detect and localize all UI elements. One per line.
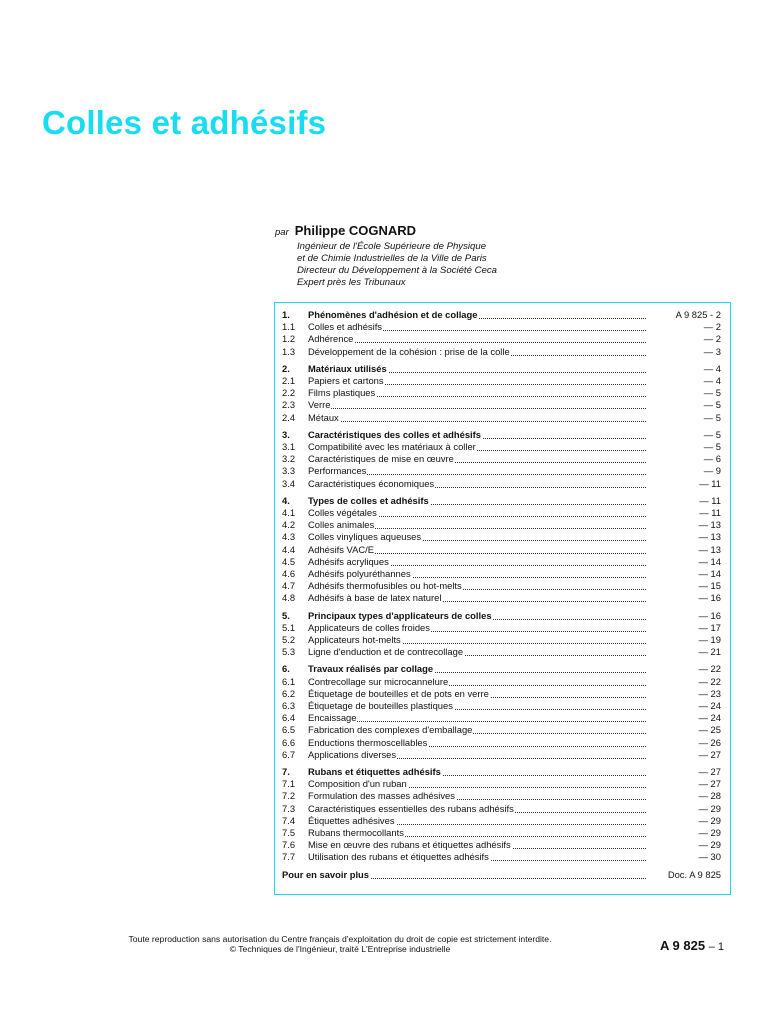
- toc-entry-label-wrap: [308, 465, 646, 477]
- toc-entry-page: — 14: [698, 555, 721, 567]
- toc-entry-number: 4.3: [282, 531, 296, 543]
- toc-entry-label: Travaux réalisés par collage: [308, 663, 434, 675]
- toc-entry-number: 3.: [282, 428, 290, 440]
- toc-entry-label-wrap: [308, 321, 646, 333]
- toc-entry[interactable]: [275, 412, 730, 424]
- toc-entry-page: — 6: [703, 453, 721, 465]
- toc-entry[interactable]: [275, 453, 730, 465]
- toc-entry[interactable]: [275, 851, 730, 863]
- toc-entry-label-wrap: [308, 375, 646, 387]
- toc-entry-page: — 13: [698, 531, 721, 543]
- toc-entry-number: 5.: [282, 609, 290, 621]
- toc-entry-label-wrap: [308, 815, 646, 827]
- toc-entry-page: — 21: [698, 646, 721, 658]
- toc-entry-label: Adhésifs à base de latex naturel: [308, 592, 442, 604]
- toc-entry-number: 7.4: [282, 814, 296, 826]
- toc-entry-page: — 2: [703, 321, 721, 333]
- toc-entry-label: Adhésifs thermofusibles ou hot-melts: [308, 580, 462, 592]
- toc-entry-label: Caractéristiques essentielles des rubans adhésifs: [308, 802, 514, 814]
- toc-entry-number: 3.1: [282, 441, 296, 452]
- toc-entry-number: 2.3: [282, 399, 296, 411]
- toc-section-entry[interactable]: [275, 309, 730, 321]
- toc-entry-number: 7.7: [282, 851, 296, 863]
- toc-section-entry[interactable]: [275, 495, 730, 507]
- dot-leader: [308, 342, 646, 343]
- toc-entry-page: — 27: [698, 766, 721, 777]
- toc-entry-label-wrap: [308, 478, 646, 490]
- copyright-source: © Techniques de l'Ingénieur, traité L'Entreprise industrielle: [229, 944, 451, 954]
- toc-entry[interactable]: [275, 580, 730, 592]
- toc-entry-label-wrap: [308, 399, 646, 411]
- toc-entry-label-wrap: [308, 663, 646, 675]
- toc-entry-label-wrap: [308, 556, 646, 568]
- toc-entry-page: — 16: [698, 609, 721, 621]
- toc-entry[interactable]: [275, 839, 730, 851]
- toc-entry-label: Colles et adhésifs: [308, 321, 382, 333]
- toc-entry-page: — 26: [698, 736, 721, 748]
- toc-entry-label-wrap: [308, 519, 646, 531]
- toc-entry-number: 4.: [282, 494, 290, 506]
- toc-entry-label-wrap: [308, 387, 646, 399]
- toc-entry-label: Caractéristiques de mise en œuvre: [308, 453, 454, 465]
- toc-entry-label-wrap: [308, 778, 646, 790]
- toc-entry-label: Enductions thermoscellables: [308, 736, 428, 748]
- toc-entry-number: 6.2: [282, 687, 296, 699]
- toc-entry[interactable]: [275, 700, 730, 712]
- toc-entry[interactable]: [275, 592, 730, 604]
- toc-entry-label: Encaissage: [308, 712, 357, 724]
- toc-entry-label: Phénomènes d'adhésion et de collage: [308, 309, 478, 320]
- toc-entry-label-wrap: [308, 700, 646, 712]
- toc-entry-number: 6.1: [282, 675, 296, 687]
- credential-line: et de Chimie Industrielles de la Ville de Paris: [297, 253, 487, 264]
- toc-entry[interactable]: [275, 399, 730, 411]
- toc-entry-label: Développement de la cohésion : prise de la colle: [308, 345, 510, 357]
- toc-section-entry[interactable]: [275, 429, 730, 441]
- document-title: Colles et adhésifs: [42, 104, 327, 141]
- toc-entry-label-wrap: [308, 851, 646, 863]
- toc-entry-page: — 29: [698, 839, 721, 851]
- toc-entry[interactable]: [275, 375, 730, 387]
- toc-entry-page: — 30: [698, 851, 721, 863]
- toc-entry-page: — 17: [698, 621, 721, 633]
- toc-entry-label: Étiquetage de bouteilles et de pots en verre: [308, 687, 489, 699]
- toc-entry[interactable]: [275, 737, 730, 749]
- toc-entry-number: 4.5: [282, 555, 296, 567]
- page-number: – 1: [708, 941, 724, 953]
- toc-entry-number: 4.4: [282, 543, 296, 555]
- author-credentials: [297, 241, 497, 289]
- toc-entry-page: — 23: [698, 687, 721, 699]
- toc-entry-page: — 11: [699, 494, 721, 506]
- toc-entry-label: Adhésifs acryliques: [308, 555, 389, 567]
- toc-entry-label-wrap: [308, 610, 646, 622]
- toc-entry[interactable]: [275, 519, 730, 531]
- toc-entry-number: 6.6: [282, 736, 296, 748]
- toc-entry-number: 4.2: [282, 519, 296, 531]
- toc-entry-label: Verre: [308, 399, 331, 411]
- toc-entry-number: 3.2: [282, 453, 296, 465]
- toc-entry-page: — 16: [698, 592, 721, 604]
- toc-entry-label: Pour en savoir plus: [282, 868, 370, 880]
- toc-entry[interactable]: [275, 815, 730, 827]
- copyright-notice: Toute reproduction sans autorisation du Centre français d'exploitation du droit de copie est strictement interdite.: [128, 934, 552, 944]
- toc-entry-page: — 9: [703, 465, 721, 477]
- toc-entry-label: Compatibilité avec les matériaux à coller: [308, 441, 476, 452]
- toc-entry-label-wrap: [308, 712, 646, 724]
- toc-entry-label: Principaux types d'applicateurs de colles: [308, 609, 492, 621]
- toc-entry-number: 7.5: [282, 827, 296, 838]
- document-code: A 9 825: [660, 938, 706, 953]
- table-of-contents: [274, 302, 731, 895]
- toc-section-entry[interactable]: [275, 363, 730, 375]
- toc-entry[interactable]: [275, 568, 730, 580]
- toc-entry-label: Contrecollage sur microcannelure: [308, 675, 449, 687]
- toc-section-entry[interactable]: [275, 610, 730, 622]
- toc-entry-label-wrap: [308, 634, 646, 646]
- toc-entry-label: Adhérence: [308, 333, 354, 345]
- toc-entry-label-wrap: [308, 592, 646, 604]
- toc-entry-page: — 19: [698, 634, 721, 645]
- toc-entry-label: Utilisation des rubans et étiquettes adhésifs: [308, 851, 489, 863]
- toc-entry-label: Adhésifs VAC/E: [308, 543, 374, 555]
- toc-entry[interactable]: [275, 346, 730, 358]
- toc-entry-label-wrap: [308, 429, 646, 441]
- toc-entry-page: — 5: [703, 428, 721, 440]
- toc-entry-label: Ligne d'enduction et de contrecollage: [308, 646, 464, 658]
- toc-entry-number: 6.5: [282, 724, 296, 736]
- toc-entry[interactable]: [275, 478, 730, 490]
- toc-entry-label-wrap: [308, 495, 646, 507]
- toc-entry-label: Colles animales: [308, 519, 375, 531]
- toc-entry[interactable]: [275, 321, 730, 333]
- toc-entry-label-wrap: [308, 676, 646, 688]
- toc-entry[interactable]: [275, 387, 730, 399]
- toc-entry[interactable]: [275, 724, 730, 736]
- toc-entry-number: 3.3: [282, 465, 296, 477]
- toc-entry-number: 4.1: [282, 507, 296, 518]
- toc-entry-page: — 28: [698, 790, 721, 802]
- toc-entry-label-wrap: [308, 622, 646, 634]
- toc-entry[interactable]: [275, 622, 730, 634]
- toc-section-entry[interactable]: [275, 766, 730, 778]
- toc-entry[interactable]: [275, 712, 730, 724]
- toc-entry-number: 5.3: [282, 646, 296, 658]
- toc-entry-page: — 29: [698, 802, 721, 814]
- toc-entry-number: 1.2: [282, 333, 296, 345]
- toc-entry[interactable]: [275, 544, 730, 556]
- toc-entry-label: Caractéristiques économiques: [308, 477, 435, 489]
- toc-entry-label-wrap: [308, 803, 646, 815]
- toc-entry[interactable]: [275, 465, 730, 477]
- toc-entry-label: Rubans et étiquettes adhésifs: [308, 766, 441, 777]
- toc-entry-label: Étiquettes adhésives: [308, 814, 395, 826]
- toc-entry-label-wrap: [308, 839, 646, 851]
- toc-entry-number: 7.6: [282, 839, 296, 851]
- toc-entry[interactable]: [275, 646, 730, 658]
- toc-entry-page: — 2: [703, 333, 721, 345]
- toc-entry-label-wrap: [308, 688, 646, 700]
- toc-entry-label: Matériaux utilisés: [308, 362, 387, 374]
- toc-entry-page: — 11: [699, 507, 721, 518]
- page-reference: [660, 938, 724, 953]
- toc-entry-label: Films plastiques: [308, 387, 376, 399]
- credential-line: Expert près les Tribunaux: [297, 277, 406, 288]
- toc-entry[interactable]: [275, 676, 730, 688]
- toc-entry-label: Mise en œuvre des rubans et étiquettes adhésifs: [308, 839, 511, 851]
- toc-entry-number: 1.: [282, 309, 290, 320]
- toc-entry-number: 4.6: [282, 568, 296, 579]
- toc-entry-label: Formulation des masses adhésives: [308, 790, 455, 802]
- toc-entry-label-wrap: [308, 507, 646, 519]
- toc-entry-label-wrap: [308, 737, 646, 749]
- toc-entry-page: — 29: [698, 814, 721, 826]
- toc-entry-label-wrap: [308, 580, 646, 592]
- dot-leader: [308, 421, 646, 422]
- toc-entry-label: Papiers et cartons: [308, 375, 384, 386]
- toc-entry-label: Métaux: [308, 411, 339, 423]
- toc-entry-label-wrap: [308, 453, 646, 465]
- toc-entry-label-wrap: [282, 869, 646, 881]
- toc-entry[interactable]: [275, 634, 730, 646]
- toc-entry-number: 7.: [282, 766, 290, 777]
- credential-line: Directeur du Développement à la Société Ceca: [297, 265, 497, 276]
- toc-entry-label: Fabrication des complexes d'emballage: [308, 724, 473, 736]
- toc-entry-page: — 25: [698, 724, 721, 736]
- toc-entry-page: — 29: [698, 827, 721, 838]
- toc-entry-label-wrap: [308, 568, 646, 580]
- toc-entry-number: 5.1: [282, 621, 296, 633]
- toc-entry-page: — 15: [698, 580, 721, 592]
- toc-entry-page: — 13: [698, 543, 721, 555]
- toc-entry[interactable]: [275, 441, 730, 453]
- toc-entry-label-wrap: [308, 646, 646, 658]
- toc-entry-page: — 5: [703, 411, 721, 423]
- toc-entry-label-wrap: [308, 412, 646, 424]
- toc-entry[interactable]: [275, 803, 730, 815]
- toc-entry-page: — 5: [703, 441, 721, 452]
- toc-entry-number: 7.2: [282, 790, 296, 802]
- dot-leader: [308, 721, 646, 722]
- toc-entry-number: 6.7: [282, 748, 296, 760]
- toc-entry-label: Colles vinyliques aqueuses: [308, 531, 422, 543]
- dot-leader: [308, 408, 646, 409]
- toc-entry-label-wrap: [308, 827, 646, 839]
- toc-entry-page: — 24: [698, 700, 721, 711]
- toc-entry[interactable]: [275, 531, 730, 543]
- toc-entry-page: A 9 825 - 2: [675, 309, 721, 320]
- toc-entry-label: Étiquetage de bouteilles plastiques: [308, 700, 453, 711]
- toc-entry-label: Caractéristiques des colles et adhésifs: [308, 428, 481, 440]
- toc-entry-page: — 24: [698, 712, 721, 724]
- toc-entry-number: 5.2: [282, 634, 296, 645]
- toc-entry[interactable]: [275, 556, 730, 568]
- toc-entry-label: Performances: [308, 465, 367, 477]
- toc-entry-label-wrap: [308, 544, 646, 556]
- toc-entry-label: Composition d'un ruban: [308, 778, 407, 790]
- toc-entry-label-wrap: [308, 441, 646, 453]
- toc-entry-number: 2.: [282, 362, 290, 374]
- toc-entry-number: 1.1: [282, 321, 296, 333]
- toc-entry-number: 7.1: [282, 778, 296, 790]
- toc-entry[interactable]: [275, 749, 730, 761]
- toc-entry-label: Types de colles et adhésifs: [308, 494, 429, 506]
- toc-entry-label-wrap: [308, 346, 646, 358]
- toc-entry[interactable]: [275, 507, 730, 519]
- toc-entry-number: 6.: [282, 663, 290, 675]
- toc-entry-number: 2.2: [282, 387, 296, 399]
- toc-entry-number: 4.8: [282, 592, 296, 604]
- toc-entry-label-wrap: [308, 766, 646, 778]
- toc-entry-label-wrap: [308, 531, 646, 543]
- toc-entry-page: Doc. A 9 825: [667, 868, 721, 880]
- toc-entry-number: 7.3: [282, 802, 296, 814]
- toc-section-entry[interactable]: [275, 663, 730, 675]
- toc-entry[interactable]: [275, 790, 730, 802]
- toc-entry-number: 2.1: [282, 375, 296, 386]
- toc-entry-label: Colles végétales: [308, 507, 377, 518]
- credential-line: Ingénieur de l'École Supérieure de Physique: [297, 241, 487, 252]
- toc-entry-page: — 4: [703, 362, 721, 374]
- toc-entry-number: 1.3: [282, 345, 296, 357]
- toc-entry-page: — 11: [699, 477, 721, 489]
- toc-entry-label-wrap: [308, 724, 646, 736]
- toc-entry-label: Applicateurs hot-melts: [308, 634, 401, 645]
- toc-entry-page: — 5: [703, 387, 721, 399]
- toc-entry-page: — 4: [703, 375, 721, 386]
- toc-entry-label: Applicateurs de colles froides: [308, 621, 430, 633]
- toc-entry-label-wrap: [308, 749, 646, 761]
- toc-entry-page: — 22: [698, 663, 721, 675]
- toc-entry-label-wrap: [308, 309, 646, 321]
- toc-entry-page: — 5: [703, 399, 721, 411]
- toc-entry-number: 6.3: [282, 700, 296, 711]
- toc-entry-number: 6.4: [282, 712, 296, 724]
- toc-entry-page: — 22: [698, 675, 721, 687]
- toc-entry-number: 2.4: [282, 411, 296, 423]
- toc-bibliography-entry[interactable]: [275, 869, 730, 881]
- toc-entry-label-wrap: [308, 333, 646, 345]
- toc-entry-label-wrap: [308, 363, 646, 375]
- author-by: par: [275, 227, 289, 238]
- toc-entry-page: — 27: [698, 748, 721, 760]
- toc-entry-page: — 14: [698, 568, 721, 579]
- toc-entry-number: 4.7: [282, 580, 296, 592]
- toc-entry-page: — 27: [698, 778, 721, 790]
- toc-entry-label: Applications diverses: [308, 748, 397, 760]
- toc-entry[interactable]: [275, 778, 730, 790]
- copyright-footer: [100, 934, 580, 954]
- toc-entry[interactable]: [275, 333, 730, 345]
- toc-entry-page: — 3: [703, 345, 721, 357]
- toc-entry-label-wrap: [308, 790, 646, 802]
- toc-entry-label: Adhésifs polyuréthannes: [308, 568, 411, 579]
- author-name: Philippe COGNARD: [294, 223, 417, 238]
- toc-entry-label: Rubans thermocollants: [308, 827, 404, 838]
- author-block: [275, 222, 497, 289]
- toc-entry[interactable]: [275, 688, 730, 700]
- toc-entry-page: — 13: [698, 519, 721, 531]
- toc-entry-number: 3.4: [282, 477, 296, 489]
- toc-entry[interactable]: [275, 827, 730, 839]
